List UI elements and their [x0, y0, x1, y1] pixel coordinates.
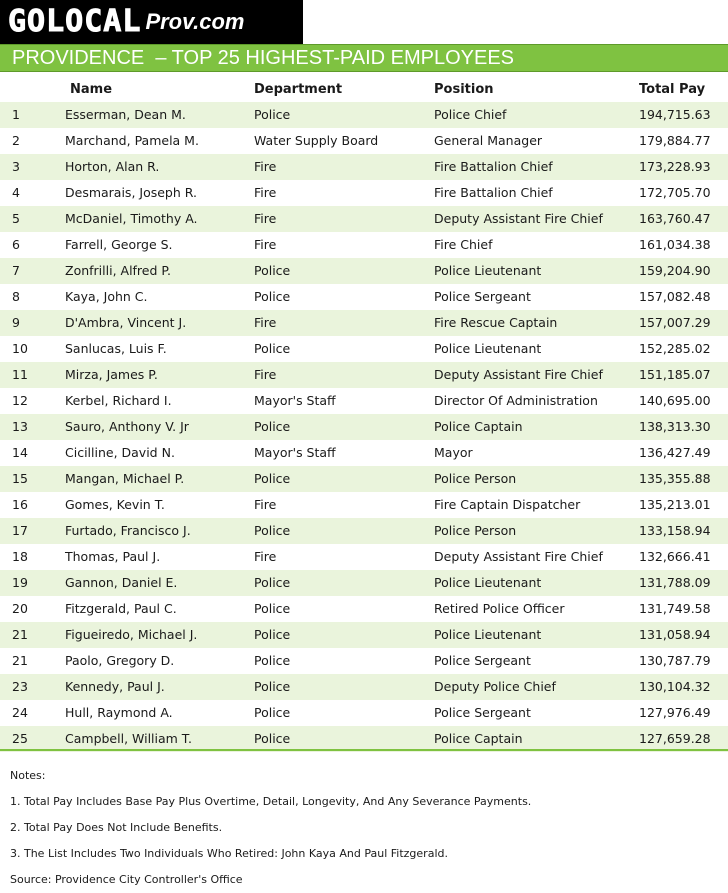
- cell-total-pay: 135,355.88: [639, 471, 711, 486]
- cell-position: Police Lieutenant: [434, 263, 542, 278]
- cell-total-pay: 131,749.58: [639, 601, 711, 616]
- cell-position: Deputy Police Chief: [434, 679, 556, 694]
- cell-rank: 24: [12, 705, 28, 720]
- cell-rank: 13: [12, 419, 28, 434]
- table-row: [0, 102, 728, 128]
- cell-name: Figueiredo, Michael J.: [65, 627, 198, 642]
- cell-name: Gannon, Daniel E.: [65, 575, 178, 590]
- cell-name: Thomas, Paul J.: [65, 549, 161, 564]
- cell-department: Mayor's Staff: [254, 445, 336, 460]
- cell-department: Mayor's Staff: [254, 393, 336, 408]
- cell-position: Retired Police Officer: [434, 601, 565, 616]
- cell-total-pay: 172,705.70: [639, 185, 711, 200]
- cell-name: McDaniel, Timothy A.: [65, 211, 198, 226]
- table-row: [0, 674, 728, 700]
- cell-name: Marchand, Pamela M.: [65, 133, 199, 148]
- cell-name: Kerbel, Richard I.: [65, 393, 172, 408]
- cell-rank: 5: [12, 211, 20, 226]
- cell-department: Fire: [254, 237, 277, 252]
- cell-total-pay: 127,659.28: [639, 731, 711, 746]
- cell-rank: 7: [12, 263, 20, 278]
- header-name: Name: [70, 82, 113, 97]
- cell-name: Campbell, William T.: [65, 731, 192, 746]
- cell-total-pay: 179,884.77: [639, 133, 711, 148]
- cell-department: Police: [254, 679, 291, 694]
- cell-department: Fire: [254, 211, 277, 226]
- header-total-pay: Total Pay: [639, 82, 706, 97]
- cell-name: Fitzgerald, Paul C.: [65, 601, 177, 616]
- table-row: [0, 336, 728, 362]
- cell-department: Police: [254, 471, 291, 486]
- cell-department: Police: [254, 289, 291, 304]
- cell-department: Fire: [254, 549, 277, 564]
- cell-position: Fire Battalion Chief: [434, 159, 553, 174]
- cell-position: Mayor: [434, 445, 473, 460]
- cell-total-pay: 157,007.29: [639, 315, 711, 330]
- cell-name: Furtado, Francisco J.: [65, 523, 191, 538]
- cell-rank: 20: [12, 601, 28, 616]
- table-row: [0, 544, 728, 570]
- cell-rank: 17: [12, 523, 28, 538]
- cell-total-pay: 138,313.30: [639, 419, 711, 434]
- cell-rank: 11: [12, 367, 28, 382]
- cell-rank: 12: [12, 393, 28, 408]
- cell-rank: 21: [12, 627, 28, 642]
- cell-position: Police Sergeant: [434, 289, 531, 304]
- cell-position: Police Person: [434, 523, 517, 538]
- table-row: [0, 310, 728, 336]
- cell-rank: 4: [12, 185, 20, 200]
- cell-total-pay: 130,104.32: [639, 679, 711, 694]
- table-row: [0, 414, 728, 440]
- cell-total-pay: 131,788.09: [639, 575, 711, 590]
- cell-rank: 21: [12, 653, 28, 668]
- cell-total-pay: 133,158.94: [639, 523, 711, 538]
- cell-total-pay: 136,427.49: [639, 445, 711, 460]
- logo-wordmark: GOLOCAL: [8, 4, 142, 39]
- cell-total-pay: 194,715.63: [639, 107, 711, 122]
- cell-position: Police Lieutenant: [434, 575, 542, 590]
- cell-name: Sauro, Anthony V. Jr: [65, 419, 189, 434]
- cell-total-pay: 132,666.41: [639, 549, 711, 564]
- cell-rank: 3: [12, 159, 20, 174]
- cell-rank: 19: [12, 575, 28, 590]
- cell-total-pay: 131,058.94: [639, 627, 711, 642]
- notes-heading: Notes:: [10, 769, 46, 782]
- cell-department: Police: [254, 523, 291, 538]
- cell-rank: 14: [12, 445, 28, 460]
- cell-total-pay: 161,034.38: [639, 237, 711, 252]
- cell-name: Kennedy, Paul J.: [65, 679, 165, 694]
- table-row: [0, 284, 728, 310]
- header-department: Department: [254, 82, 343, 97]
- cell-total-pay: 152,285.02: [639, 341, 711, 356]
- table-row: [0, 596, 728, 622]
- cell-name: Horton, Alan R.: [65, 159, 160, 174]
- table-row: [0, 154, 728, 180]
- cell-rank: 25: [12, 731, 28, 746]
- table-row: [0, 388, 728, 414]
- cell-position: Deputy Assistant Fire Chief: [434, 549, 603, 564]
- cell-position: General Manager: [434, 133, 543, 148]
- cell-name: D'Ambra, Vincent J.: [65, 315, 187, 330]
- cell-department: Police: [254, 419, 291, 434]
- golocal-logo[interactable]: [0, 0, 303, 44]
- table-row: [0, 440, 728, 466]
- notes-section: [10, 763, 531, 893]
- cell-rank: 8: [12, 289, 20, 304]
- cell-name: Kaya, John C.: [65, 289, 148, 304]
- cell-position: Police Captain: [434, 731, 523, 746]
- cell-position: Police Lieutenant: [434, 341, 542, 356]
- cell-total-pay: 135,213.01: [639, 497, 711, 512]
- cell-position: Deputy Assistant Fire Chief: [434, 367, 603, 382]
- cell-position: Fire Rescue Captain: [434, 315, 558, 330]
- cell-rank: 9: [12, 315, 20, 330]
- cell-rank: 15: [12, 471, 28, 486]
- cell-position: Police Person: [434, 471, 517, 486]
- cell-total-pay: 151,185.07: [639, 367, 711, 382]
- table-row: [0, 466, 728, 492]
- cell-name: Zonfrilli, Alfred P.: [65, 263, 171, 278]
- cell-name: Sanlucas, Luis F.: [65, 341, 167, 356]
- cell-rank: 18: [12, 549, 28, 564]
- cell-position: Police Sergeant: [434, 653, 531, 668]
- cell-position: Deputy Assistant Fire Chief: [434, 211, 603, 226]
- cell-name: Desmarais, Joseph R.: [65, 185, 197, 200]
- cell-position: Police Lieutenant: [434, 627, 542, 642]
- cell-department: Police: [254, 705, 291, 720]
- page-title: PROVIDENCE – TOP 25 HIGHEST-PAID EMPLOYEES: [0, 44, 728, 72]
- cell-total-pay: 130,787.79: [639, 653, 711, 668]
- table-row: [0, 622, 728, 648]
- cell-name: Hull, Raymond A.: [65, 705, 173, 720]
- cell-rank: 2: [12, 133, 20, 148]
- cell-rank: 6: [12, 237, 20, 252]
- cell-name: Esserman, Dean M.: [65, 107, 186, 122]
- note-3: 3. The List Includes Two Individuals Who Retired: John Kaya And Paul Fitzgerald.: [10, 847, 448, 860]
- cell-position: Police Sergeant: [434, 705, 531, 720]
- cell-total-pay: 163,760.47: [639, 211, 711, 226]
- cell-department: Fire: [254, 185, 277, 200]
- table-row: [0, 258, 728, 284]
- table-row: [0, 206, 728, 232]
- cell-department: Police: [254, 107, 291, 122]
- table-row: [0, 518, 728, 544]
- logo-domain: Prov.com: [145, 9, 245, 34]
- table-body: [0, 102, 728, 752]
- cell-department: Police: [254, 263, 291, 278]
- cell-total-pay: 127,976.49: [639, 705, 711, 720]
- cell-rank: 10: [12, 341, 28, 356]
- cell-total-pay: 157,082.48: [639, 289, 711, 304]
- cell-rank: 1: [12, 107, 20, 122]
- note-2: 2. Total Pay Does Not Include Benefits.: [10, 821, 223, 834]
- table-row: [0, 232, 728, 258]
- cell-department: Police: [254, 653, 291, 668]
- cell-name: Paolo, Gregory D.: [65, 653, 175, 668]
- table-row: [0, 570, 728, 596]
- source-note: Source: Providence City Controller's Office: [10, 873, 243, 886]
- cell-department: Fire: [254, 159, 277, 174]
- cell-name: Mangan, Michael P.: [65, 471, 185, 486]
- cell-department: Fire: [254, 367, 277, 382]
- table-row: [0, 362, 728, 388]
- cell-position: Fire Captain Dispatcher: [434, 497, 581, 512]
- cell-position: Police Captain: [434, 419, 523, 434]
- table-row: [0, 128, 728, 154]
- table-row: [0, 700, 728, 726]
- cell-department: Fire: [254, 315, 277, 330]
- table-row: [0, 180, 728, 206]
- employees-table: [0, 78, 728, 752]
- cell-name: Farrell, George S.: [65, 237, 173, 252]
- cell-position: Director Of Administration: [434, 393, 598, 408]
- table-header: [0, 78, 728, 102]
- cell-rank: 23: [12, 679, 28, 694]
- cell-department: Police: [254, 627, 291, 642]
- cell-total-pay: 140,695.00: [639, 393, 711, 408]
- header-position: Position: [434, 82, 494, 97]
- cell-rank: 16: [12, 497, 28, 512]
- cell-department: Police: [254, 575, 291, 590]
- cell-department: Water Supply Board: [254, 133, 379, 148]
- cell-name: Cicilline, David N.: [65, 445, 175, 460]
- cell-position: Fire Battalion Chief: [434, 185, 553, 200]
- cell-department: Fire: [254, 497, 277, 512]
- table-row: [0, 492, 728, 518]
- cell-name: Mirza, James P.: [65, 367, 158, 382]
- note-1: 1. Total Pay Includes Base Pay Plus Overtime, Detail, Longevity, And Any Severance Payments.: [10, 795, 532, 808]
- cell-position: Police Chief: [434, 107, 507, 122]
- table-bottom-rule: [0, 749, 728, 751]
- cell-total-pay: 173,228.93: [639, 159, 711, 174]
- table-row: [0, 648, 728, 674]
- cell-department: Police: [254, 341, 291, 356]
- cell-name: Gomes, Kevin T.: [65, 497, 165, 512]
- cell-position: Fire Chief: [434, 237, 493, 252]
- cell-department: Police: [254, 601, 291, 616]
- cell-total-pay: 159,204.90: [639, 263, 711, 278]
- cell-department: Police: [254, 731, 291, 746]
